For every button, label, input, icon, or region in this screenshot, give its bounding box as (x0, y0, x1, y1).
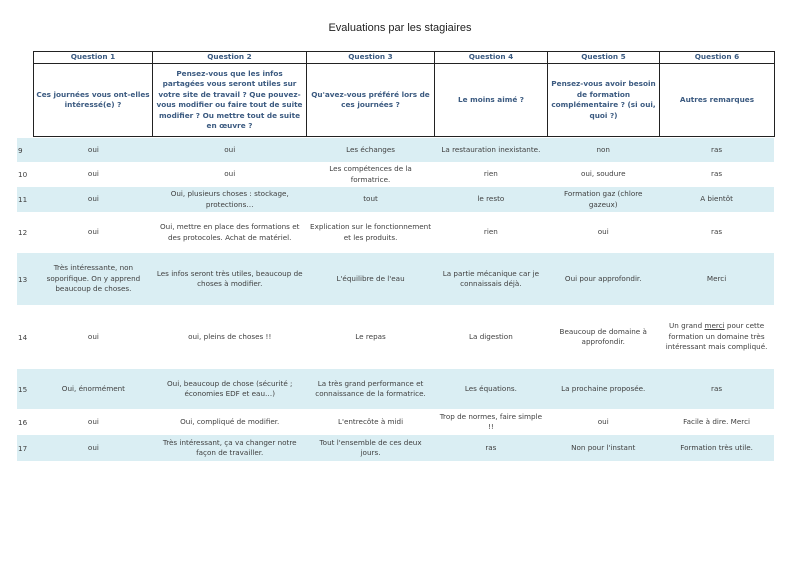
answer-cell: oui (597, 227, 609, 237)
answer-cell: Oui, compliqué de modifier. (180, 416, 280, 426)
answer-cell: oui (597, 416, 609, 426)
row-id: 11 (18, 195, 28, 204)
question-number: Question 3 (307, 52, 435, 64)
answer-cell: oui (87, 144, 99, 154)
answer-cell: La très grand performance et connaissance de la formatrice. (315, 378, 426, 398)
answer-cell: L'équilibre de l'eau (336, 273, 405, 283)
question-text: Autres remarques (660, 64, 775, 137)
question-number: Question 6 (660, 52, 775, 64)
answer-cell: Le repas (355, 331, 386, 341)
responses-table (17, 138, 774, 461)
answer-cell: Non pour l'instant (571, 442, 636, 452)
answer-cell: oui, soudure (580, 169, 626, 179)
remark-rest: formation un domaine très intéressant mais compliqué. (665, 331, 768, 352)
answer-cell: rien (483, 227, 498, 237)
question-text: Pensez-vous avoir besoin de formation complémentaire ? (si oui, quoi ?) (548, 64, 660, 137)
row-id: 12 (18, 228, 28, 237)
row-id: 17 (18, 443, 28, 453)
answer-cell: Formation gaz (chlore gazeux) (563, 189, 643, 209)
row-id: 16 (18, 417, 28, 427)
question-text: Le moins aimé ? (435, 64, 548, 137)
table-row (17, 305, 774, 369)
question-number: Question 5 (548, 52, 660, 64)
answer-cell: Très intéressant, ça va changer notre façon de travailler. (162, 437, 297, 457)
answer-cell: non (596, 144, 610, 154)
answer-cell: L'entrecôte à midi (337, 416, 404, 426)
answer-cell: tout (363, 194, 378, 204)
answer-cell: Oui, énormément (61, 383, 125, 393)
row-id: 9 (18, 145, 23, 155)
question-number: Question 1 (34, 52, 153, 64)
answer-cell: oui (87, 442, 99, 452)
answer-cell (659, 321, 774, 353)
table-row (17, 409, 774, 435)
answer-cell: rien (483, 169, 498, 179)
answer-cell: La restauration inexistante. (441, 144, 541, 154)
remark-suffix: pour cette (724, 321, 765, 331)
answer-cell: Facile à dire. Merci (683, 416, 751, 426)
question-text: Qu'avez-vous préféré lors de ces journées ? (307, 64, 435, 137)
answer-cell: Oui pour approfondir. (564, 273, 642, 283)
answer-cell: Oui, beaucoup de chose (sécurité ; économies EDF et eau…) (166, 378, 293, 398)
answer-cell: Les équations. (464, 383, 517, 393)
table-row (17, 212, 774, 253)
answer-cell: Les infos seront très utiles, beaucoup de choses à modifier. (156, 268, 303, 288)
answer-cell: oui (87, 169, 99, 179)
answer-cell: oui (87, 416, 99, 426)
answer-cell: Merci (706, 273, 727, 283)
answer-cell: oui, pleins de choses !! (188, 331, 272, 341)
table-row (17, 435, 774, 461)
question-number: Question 4 (435, 52, 548, 64)
answer-cell: oui (87, 194, 99, 204)
answer-cell: ras (711, 227, 723, 237)
answer-cell: ras (485, 442, 497, 452)
answer-cell: ras (711, 144, 723, 154)
table-row (17, 253, 774, 305)
answer-cell: oui (87, 331, 99, 341)
remark-emphasis: merci (704, 321, 725, 331)
row-id: 10 (18, 170, 28, 179)
answer-cell: La digestion (469, 331, 513, 341)
answer-cell: oui (87, 227, 99, 237)
answer-cell: Beaucoup de domaine à approfondir. (559, 326, 647, 346)
table-row (17, 162, 774, 187)
answer-cell: La partie mécanique car je connaissais déjà. (442, 268, 540, 288)
answer-cell: Explication sur le fonctionnement et les produits. (310, 222, 432, 242)
answer-cell: Formation très utile. (680, 442, 753, 452)
row-id: 15 (18, 384, 28, 394)
answer-cell: le resto (477, 194, 505, 204)
remark-prefix: Un grand (669, 321, 705, 331)
answer-cell: ras (711, 383, 723, 393)
answer-cell: ras (711, 169, 723, 179)
questions-header (33, 51, 775, 137)
question-text: Pensez-vous que les infos partagées vous seront utiles sur votre site de travail ? Que pouvez-vous modifier ou faire tout de suite modifier ? Ou mettre tout de suite en œuvre ? (153, 64, 307, 137)
answer-cell: Tout l'ensemble de ces deux jours. (319, 437, 422, 457)
answer-cell: A bientôt (700, 194, 733, 204)
table-row (17, 138, 774, 162)
question-text: Ces journées vous ont-elles intéressé(e) ? (34, 64, 153, 137)
answer-cell: Trop de normes, faire simple !! (439, 411, 543, 431)
table-row (17, 369, 774, 409)
answer-cell: Oui, plusieurs choses : stockage, protections… (170, 189, 289, 209)
answer-cell: Très intéressante, non soporifique. On y apprend beaucoup de choses. (46, 263, 141, 294)
answer-cell: Les échanges (346, 144, 396, 154)
answer-cell: Oui, mettre en place des formations et des protocoles. Achat de matériel. (160, 222, 300, 242)
answer-cell: oui (224, 169, 236, 179)
row-id: 13 (18, 274, 28, 284)
answer-cell: La prochaine proposée. (561, 383, 646, 393)
question-number: Question 2 (153, 52, 307, 64)
answer-cell: Les compétences de la formatrice. (329, 164, 412, 184)
answer-cell: oui (224, 144, 236, 154)
page-title: Evaluations par les stagiaires (328, 22, 472, 34)
table-row (17, 187, 774, 212)
row-id: 14 (18, 332, 28, 342)
